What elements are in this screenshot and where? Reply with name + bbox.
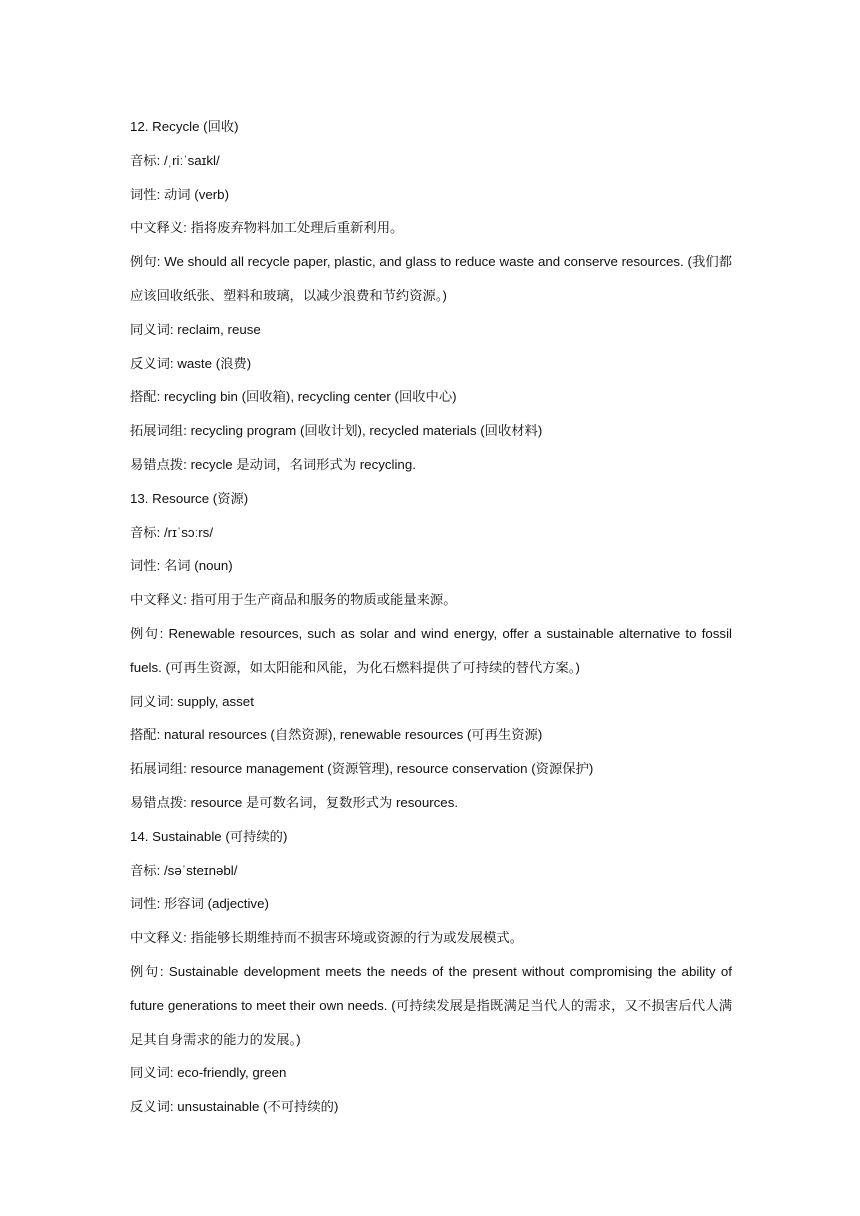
entry-example: 例句: Renewable resources, such as solar and wind energy, offer a sustainable alternative to fossil fuels. (可再生资源，如太阳能和风能，为化石燃料提供了可持续的替代方案。) — [130, 625, 732, 675]
entry-pitfalls: 易错点拨: resource 是可数名词，复数形式为 resources. — [130, 794, 459, 810]
entry-phonetic: 音标: /ˌriːˈsaɪkl/ — [130, 152, 220, 168]
entry-phrases: 拓展词组: recycling program (回收计划), recycled materials (回收材料) — [130, 423, 543, 439]
entry-phonetic: 音标: /rɪˈsɔːrs/ — [130, 524, 214, 540]
entry-part-of-speech: 词性: 名词 (noun) — [130, 558, 233, 574]
entry-part-of-speech: 词性: 动词 (verb) — [130, 186, 229, 202]
entry-definition: 中文释义: 指能够长期维持而不损害环境或资源的行为或发展模式。 — [130, 930, 523, 946]
entry-heading: 12. Recycle (回收) — [130, 119, 239, 134]
entry-synonyms: 同义词: supply, asset — [130, 693, 254, 709]
entry-antonyms: 反义词: waste (浪费) — [130, 355, 252, 371]
entry-phrases: 拓展词组: resource management (资源管理), resource conservation (资源保护) — [130, 761, 594, 777]
entry-collocations: 搭配: recycling bin (回收箱), recycling center (回收中心) — [130, 389, 457, 405]
entry-example: 例句: We should all recycle paper, plastic, and glass to reduce waste and conserve resources. (我们都应该回收纸张、塑料和玻璃，以减少浪费和节约资源。) — [130, 254, 732, 303]
entry-antonyms: 反义词: unsustainable (不可持续的) — [130, 1099, 339, 1115]
entry-synonyms: 同义词: reclaim, reuse — [130, 321, 261, 337]
entry-heading: 14. Sustainable (可持续的) — [130, 828, 288, 844]
entry-definition: 中文释义: 指将废弃物料加工处理后重新利用。 — [130, 220, 404, 236]
entry-phonetic: 音标: /səˈsteɪnəbl/ — [130, 862, 238, 878]
entry-part-of-speech: 词性: 形容词 (adjective) — [130, 896, 269, 912]
entry-collocations: 搭配: natural resources (自然资源), renewable resources (可再生资源) — [130, 727, 543, 743]
entry-example: 例句: Sustainable development meets the needs of the present without compromising the ability of future generations to meet their own needs. (可持续发展是指既满足当代人的需求，又不损害后代人满足其自身需求的能力的发展。) — [130, 963, 732, 1047]
entry-synonyms: 同义词: eco-friendly, green — [130, 1065, 287, 1081]
entry-pitfalls: 易错点拨: recycle 是动词，名词形式为 recycling. — [130, 456, 416, 472]
entry-definition: 中文释义: 指可用于生产商品和服务的物质或能量来源。 — [130, 592, 457, 608]
document-content — [130, 110, 732, 1124]
entry-heading: 13. Resource (资源) — [130, 490, 249, 506]
